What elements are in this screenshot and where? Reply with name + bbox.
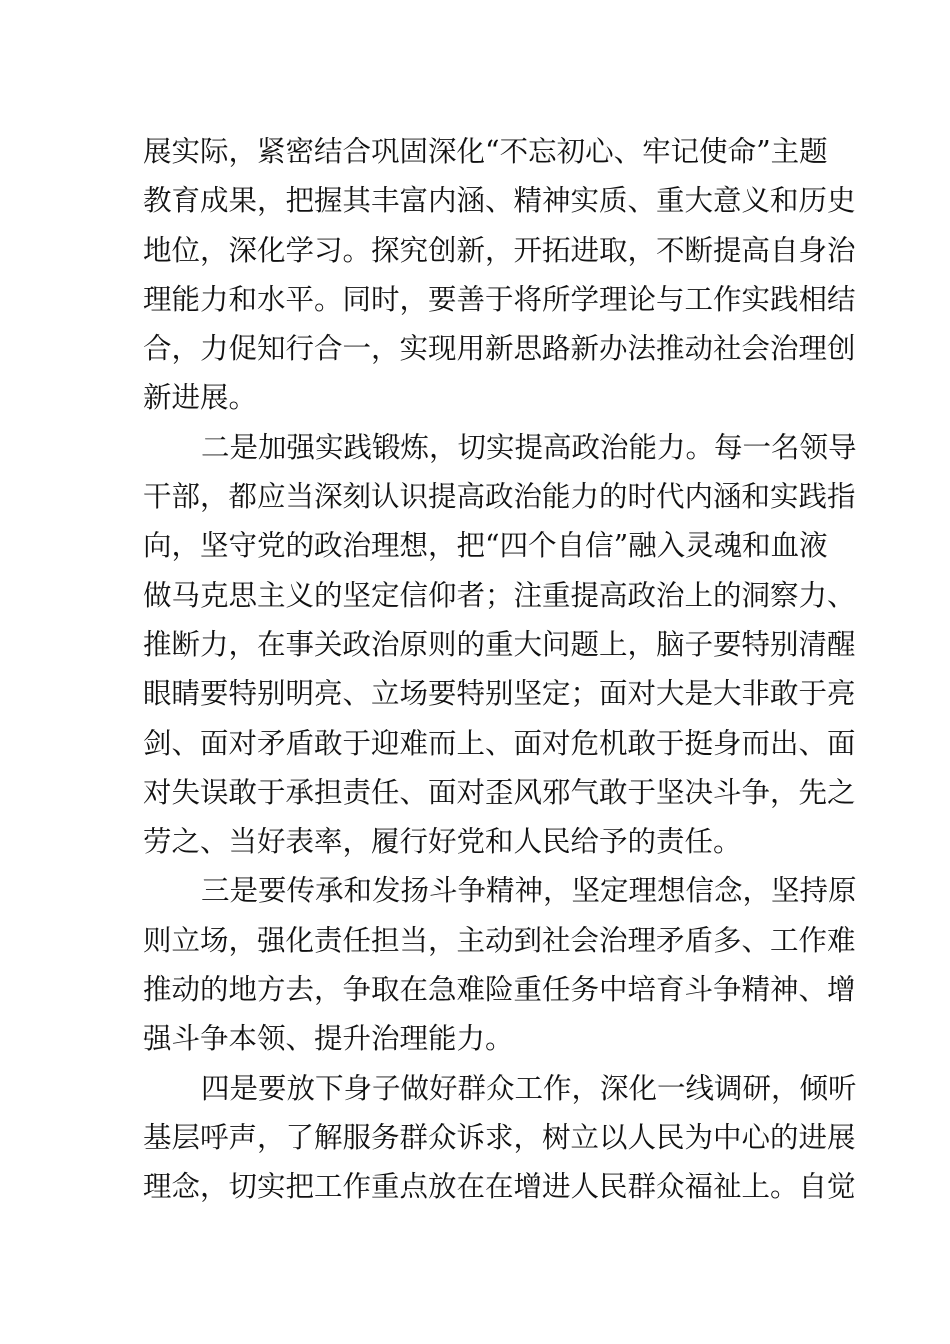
text-line: 对失误敢于承担责任、面对歪风邪气敢于坚决斗争，先之 xyxy=(143,775,856,809)
document-body xyxy=(143,127,857,1212)
text-line: 向，坚守党的政治理想，把“四个自信”融入灵魂和血液 xyxy=(143,529,828,563)
text-line: 展实际，紧密结合巩固深化“不忘初心、牢记使命”主题 xyxy=(143,135,828,168)
text-line: 理能力和水平。同时，要善于将所学理论与工作实践相结 xyxy=(143,282,856,316)
text-line: 新进展。 xyxy=(143,381,258,415)
text-line: 地位，深化学习。探究创新，开拓进取，不断提高自身治 xyxy=(143,233,856,267)
text-line: 眼睛要特别明亮、立场要特别坚定；面对大是大非敢于亮 xyxy=(143,677,856,711)
text-line: 推动的地方去，争取在急难险重任务中培育斗争精神、增 xyxy=(143,973,856,1007)
text-line: 推断力，在事关政治原则的重大问题上，脑子要特别清醒 xyxy=(143,627,856,661)
text-line: 则立场，强化责任担当，主动到社会治理矛盾多、工作难 xyxy=(143,923,856,957)
text-line: 强斗争本领、提升治理能力。 xyxy=(143,1022,514,1056)
text-line: 剑、面对矛盾敢于迎难而上、面对危机敢于挺身而出、面 xyxy=(143,726,856,760)
text-line: 合，力促知行合一，实现用新思路新办法推动社会治理创 xyxy=(143,332,856,366)
text-line: 做马克思主义的坚定信仰者；注重提高政治上的洞察力、 xyxy=(143,578,856,612)
text-line: 基层呼声，了解服务群众诉求，树立以人民为中心的进展 xyxy=(143,1120,856,1154)
text-line: 教育成果，把握其丰富内涵、精神实质、重大意义和历史 xyxy=(143,184,856,218)
paragraph-first-line: 三是要传承和发扬斗争精神，坚定理想信念，坚持原 xyxy=(201,874,857,908)
paragraph-first-line: 二是加强实践锻炼，切实提高政治能力。每一名领导 xyxy=(201,430,857,464)
text-line: 干部，都应当深刻认识提高政治能力的时代内涵和实践指 xyxy=(143,480,856,514)
text-line: 理念，切实把工作重点放在在增进人民群众福祉上。自觉 xyxy=(143,1170,856,1204)
text-line: 劳之、当好表率，履行好党和人民给予的责任。 xyxy=(143,825,742,859)
paragraph-first-line: 四是要放下身子做好群众工作，深化一线调研，倾听 xyxy=(201,1071,857,1105)
